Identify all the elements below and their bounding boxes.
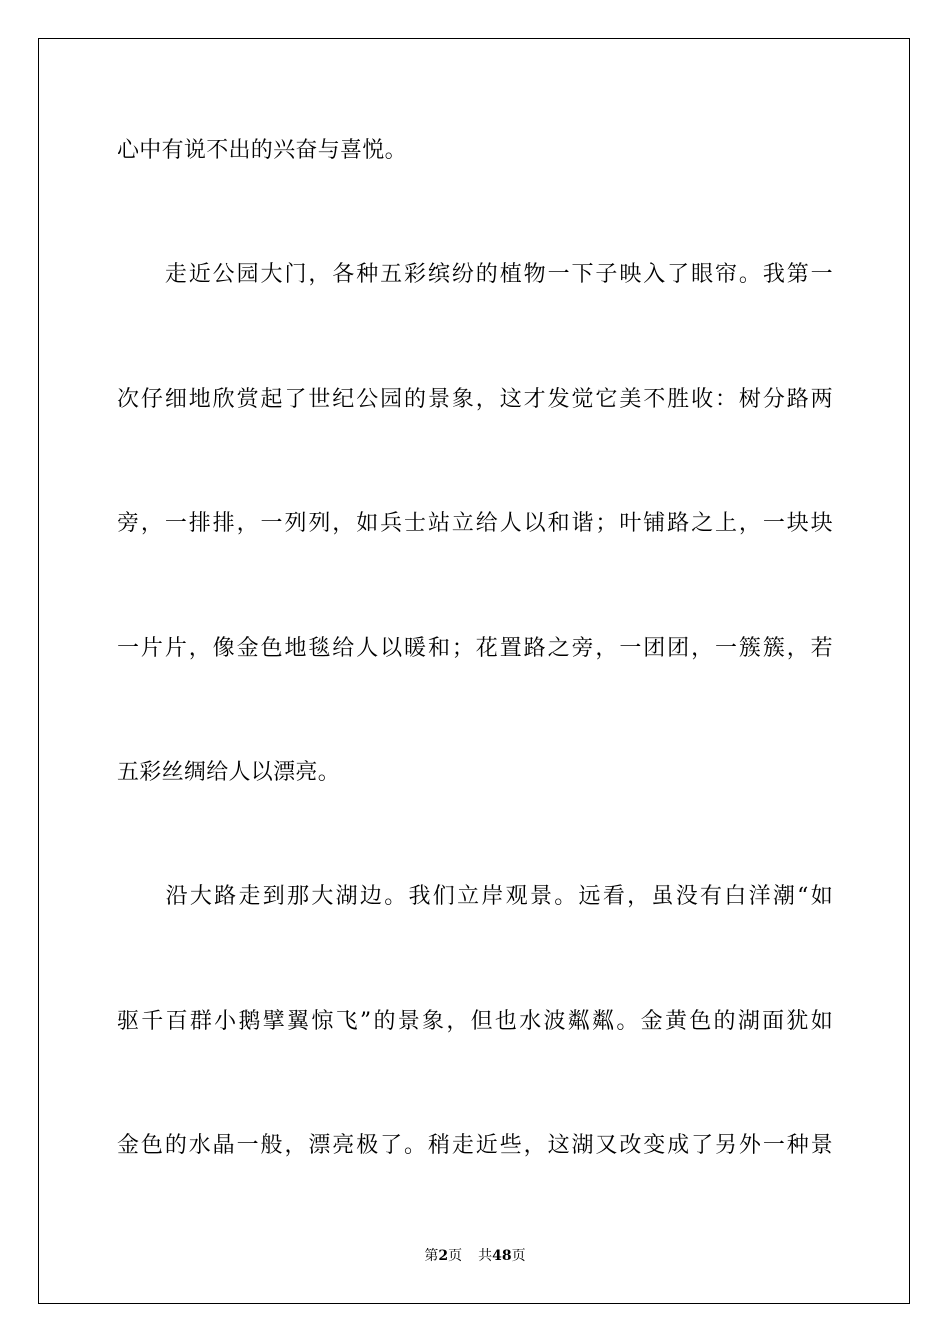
text-line-7: 沿大路走到那大湖边。我们立岸观景。远看，虽没有白洋潮“如 <box>117 884 833 909</box>
page-prefix: 第 <box>424 1248 439 1264</box>
text-line-2: 走近公园大门，各种五彩缤纷的植物一下子映入了眼帘。我第一 <box>117 262 833 287</box>
total-prefix: 共 <box>478 1248 493 1264</box>
text-line-4: 旁，一排排，一列列，如兵士站立给人以和谐；叶铺路之上，一块块 <box>117 511 833 536</box>
total-suffix: 页 <box>511 1248 526 1264</box>
total-pages: 48 <box>492 1248 512 1264</box>
text-line-3: 次仔细地欣赏起了世纪公园的景象，这才发觉它美不胜收：树分路两 <box>117 387 833 412</box>
text-line-6: 五彩丝绸给人以漂亮。 <box>117 760 341 785</box>
page-footer <box>0 1247 950 1265</box>
page-suffix: 页 <box>448 1248 463 1264</box>
text-line-9: 金色的水晶一般，漂亮极了。稍走近些，这湖又改变成了另外一种景 <box>117 1133 833 1158</box>
text-line-5: 一片片，像金色地毯给人以暖和；花置路之旁，一团团，一簇簇，若 <box>117 636 833 661</box>
page-number: 2 <box>438 1248 449 1264</box>
text-line-1: 心中有说不出的兴奋与喜悦。 <box>117 138 407 163</box>
text-line-8: 驱千百群小鹅擘翼惊飞”的景象，但也水波粼粼。金黄色的湖面犹如 <box>117 1009 833 1034</box>
page-border <box>38 38 910 1304</box>
